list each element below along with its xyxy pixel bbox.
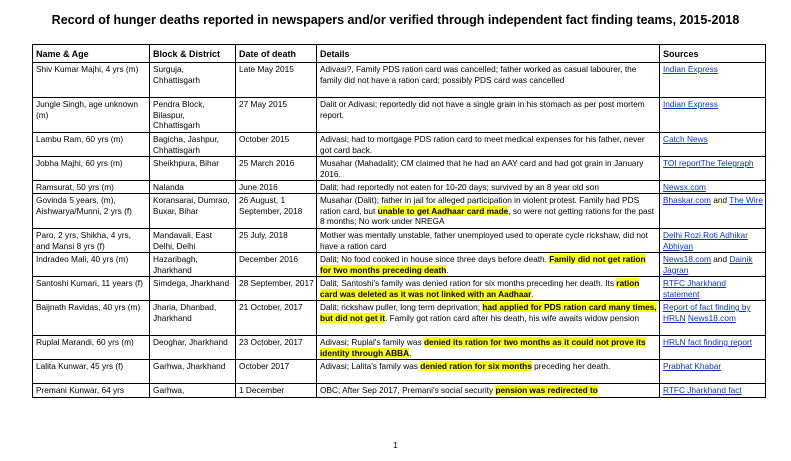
details-text: Musahar (Mahadalit); CM claimed that he had an AAY card and had got grain in January 2016. [320, 158, 644, 179]
source-link[interactable]: The Telegraph [700, 158, 754, 168]
cell-block-district: Koransarai, Dumrao, Buxar, Bihar [150, 194, 236, 229]
details-text: . [409, 347, 412, 358]
table-row [33, 63, 766, 98]
cell-sources [660, 229, 766, 253]
column-header: Sources [660, 45, 766, 63]
cell-date-of-death: 26 August, 1 September, 2018 [236, 194, 317, 229]
table-row [33, 157, 766, 181]
cell-details [317, 336, 660, 360]
cell-block-district: Mandavali, East Delhi, Delhi [150, 229, 236, 253]
cell-sources [660, 98, 766, 133]
table-header-row [33, 45, 766, 63]
source-link[interactable]: HRLN fact finding report [663, 337, 753, 347]
cell-name: Baijnath Ravidas, 40 yrs (m) [33, 301, 150, 336]
cell-details [317, 253, 660, 277]
highlighted-text: pension was redirected to [495, 385, 598, 395]
cell-name: Paro, 2 yrs, Shikha, 4 yrs, and Mansi 8 yrs (f) [33, 229, 150, 253]
cell-details [317, 133, 660, 157]
source-link[interactable]: Report of fact finding by HRLN [663, 302, 751, 323]
cell-details [317, 301, 660, 336]
cell-date-of-death: December 2016 [236, 253, 317, 277]
cell-sources [660, 133, 766, 157]
cell-block-district: Garhwa, Jharkhand [150, 360, 236, 384]
cell-block-district: Surguja, Chhattisgarh [150, 63, 236, 98]
cell-details [317, 98, 660, 133]
cell-name: Indradeo Mali, 40 yrs (m) [33, 253, 150, 277]
details-text: Adivasi; had to mortgage PDS ration card to meet medical expenses for his father, never got card back. [320, 134, 645, 155]
source-link[interactable]: RTFC Jharkhand fact [663, 385, 742, 395]
cell-sources [660, 336, 766, 360]
cell-name: Jobha Majhi, 60 yrs (m) [33, 157, 150, 181]
details-text: OBC; After Sep 2017, Premani's social security [320, 385, 496, 395]
cell-date-of-death: 21 October, 2017 [236, 301, 317, 336]
cell-date-of-death: October 2017 [236, 360, 317, 384]
column-header: Block & District [150, 45, 236, 63]
cell-date-of-death: 25 March 2016 [236, 157, 317, 181]
table-body [33, 63, 766, 398]
highlighted-text: denied ration for six months [420, 361, 532, 371]
table-row [33, 301, 766, 336]
cell-sources [660, 63, 766, 98]
details-text: Dalit; Santoshi's family was denied ration for six months preceding her death. Its [320, 278, 617, 288]
highlighted-text: ration card was deleted as it was not linked with an Aadhaar [320, 278, 640, 299]
highlighted-text: unable to get Aadhaar card made [377, 205, 509, 216]
cell-date-of-death: 1 December [236, 384, 317, 398]
highlighted-text: had applied for PDS ration card many times, but did not get it [320, 302, 657, 323]
column-header: Name & Age [33, 45, 150, 63]
page-number: 1 [393, 441, 398, 450]
cell-name: Ruplal Marandi, 60 yrs (m) [33, 336, 150, 360]
cell-block-district: Pendra Block, Bilaspur, Chhattisgarh [150, 98, 236, 133]
cell-block-district: Sheikhpura, Bihar [150, 157, 236, 181]
details-text: Dalit or Adivasi; reportedly did not have a single grain in his stomach as per post mortem report. [320, 99, 645, 120]
cell-sources [660, 301, 766, 336]
details-text: Adivasi?, Family PDS ration card was cancelled; father worked as casual labourer, the family did not have a ration card; possibly PDS card was cancelled [320, 64, 637, 85]
cell-details [317, 360, 660, 384]
details-text: Mother was mentally unstable, father unemployed used to operate cycle rickshaw, did not have a ration card [320, 230, 648, 251]
table-row [33, 277, 766, 301]
table-row [33, 360, 766, 384]
source-link[interactable]: Prabhat Khabar [663, 361, 722, 371]
source-link[interactable]: News18.com [687, 312, 736, 323]
cell-block-district: Hazaribagh, Jharkhand [150, 253, 236, 277]
cell-details [317, 229, 660, 253]
source-separator-text: and [710, 195, 730, 205]
cell-name: Premani Kunwar, 64 yrs [33, 384, 150, 398]
cell-sources [660, 253, 766, 277]
cell-name: Santoshi Kumari, 11 years (f) [33, 277, 150, 301]
details-text: Dalit; had reportedly not eaten for 10-20 days; survived by an 8 year old son [320, 182, 600, 192]
details-text: Musahar (Dalit); father in jail for alleged participation in violent protest. Family had PDS ration card, but [320, 195, 640, 216]
cell-name: Govinda 5 years, (m), Aishwarya/Munni, 2 yrs (f) [33, 194, 150, 229]
cell-details [317, 63, 660, 98]
details-text: preceding her death. [531, 361, 611, 371]
source-link[interactable]: Bhaskar.com [663, 195, 711, 205]
cell-block-district: Simdega, Jharkhand [150, 277, 236, 301]
source-link[interactable]: Dainik Jagran [663, 254, 753, 275]
cell-date-of-death: 23 October, 2017 [236, 336, 317, 360]
cell-details [317, 181, 660, 194]
table-row [33, 98, 766, 133]
cell-block-district: Bagicha, Jashpur, Chhattisgarh [150, 133, 236, 157]
details-text: Dalit; rickshaw puller, long term deprivation; [320, 302, 483, 312]
cell-date-of-death: October 2015 [236, 133, 317, 157]
highlighted-text: denied its ration for two months as it could not prove its identity through ABBA [320, 337, 646, 358]
table-row [33, 336, 766, 360]
source-link[interactable]: The Wire [729, 195, 763, 205]
cell-block-district: Garhwa, [150, 384, 236, 398]
cell-date-of-death: Late May 2015 [236, 63, 317, 98]
cell-block-district: Nalanda [150, 181, 236, 194]
details-text: , so were not getting rations for the past 8 months; No work under NREGA [320, 205, 655, 227]
details-text: Adivasi; Lalita's family was [320, 361, 421, 371]
cell-details [317, 194, 660, 229]
table-row [33, 384, 766, 398]
table-row [33, 181, 766, 194]
table-row [33, 194, 766, 229]
table-row [33, 253, 766, 277]
cell-sources [660, 277, 766, 301]
details-text: . [446, 264, 449, 275]
cell-date-of-death: 25 July, 2018 [236, 229, 317, 253]
cell-sources [660, 194, 766, 229]
cell-date-of-death: 28 September, 2017 [236, 277, 317, 301]
cell-name: Ramsurat, 50 yrs (m) [33, 181, 150, 194]
cell-details [317, 384, 660, 398]
cell-block-district: Deoghar, Jharkhand [150, 336, 236, 360]
cell-name: Lalita Kunwar, 45 yrs (f) [33, 360, 150, 384]
cell-details [317, 277, 660, 301]
table-row [33, 133, 766, 157]
column-header: Details [317, 45, 660, 63]
details-text: . Family got ration card after his death, his wife awaits widow pension [384, 312, 640, 323]
source-link[interactable]: Newsx.com [663, 182, 706, 192]
source-link[interactable]: Indian Express [663, 99, 718, 109]
cell-name: Lambu Ram, 60 yrs (m) [33, 133, 150, 157]
cell-sources [660, 181, 766, 194]
source-link[interactable]: RTFC Jharkhand statement [663, 278, 727, 299]
cell-sources [660, 360, 766, 384]
details-text: Adivasi; Ruplal's family was [320, 337, 424, 347]
cell-sources [660, 384, 766, 398]
page-title: Record of hunger deaths reported in newspapers and/or verified through independent fact finding teams, 2015-2018 [51, 13, 740, 27]
source-link[interactable]: TOI report [663, 158, 701, 168]
source-link[interactable]: Indian Express [663, 64, 718, 74]
source-link[interactable]: News18.com [663, 254, 711, 264]
cell-details [317, 157, 660, 181]
source-separator-text: and [710, 254, 730, 264]
table-row [33, 229, 766, 253]
column-header: Date of death [236, 45, 317, 63]
cell-sources [660, 157, 766, 181]
hunger-deaths-table [32, 44, 766, 398]
cell-name: Jungle Singh, age unknown (m) [33, 98, 150, 133]
cell-date-of-death: 27 May 2015 [236, 98, 317, 133]
cell-date-of-death: June 2016 [236, 181, 317, 194]
source-link[interactable]: Catch News [663, 134, 708, 144]
cell-block-district: Jharia, Dhanbad, Jharkhand [150, 301, 236, 336]
cell-name: Shiv Kumar Majhi, 4 yrs (m) [33, 63, 150, 98]
source-link[interactable]: Delhi Rozi Roti Adhikar Abhiyan [663, 230, 748, 251]
details-text: Dalit; No food cooked in house since three days before death. [320, 254, 550, 264]
details-text: . [531, 288, 534, 299]
highlighted-text: Family did not get ration for two months preceding death [320, 254, 646, 275]
